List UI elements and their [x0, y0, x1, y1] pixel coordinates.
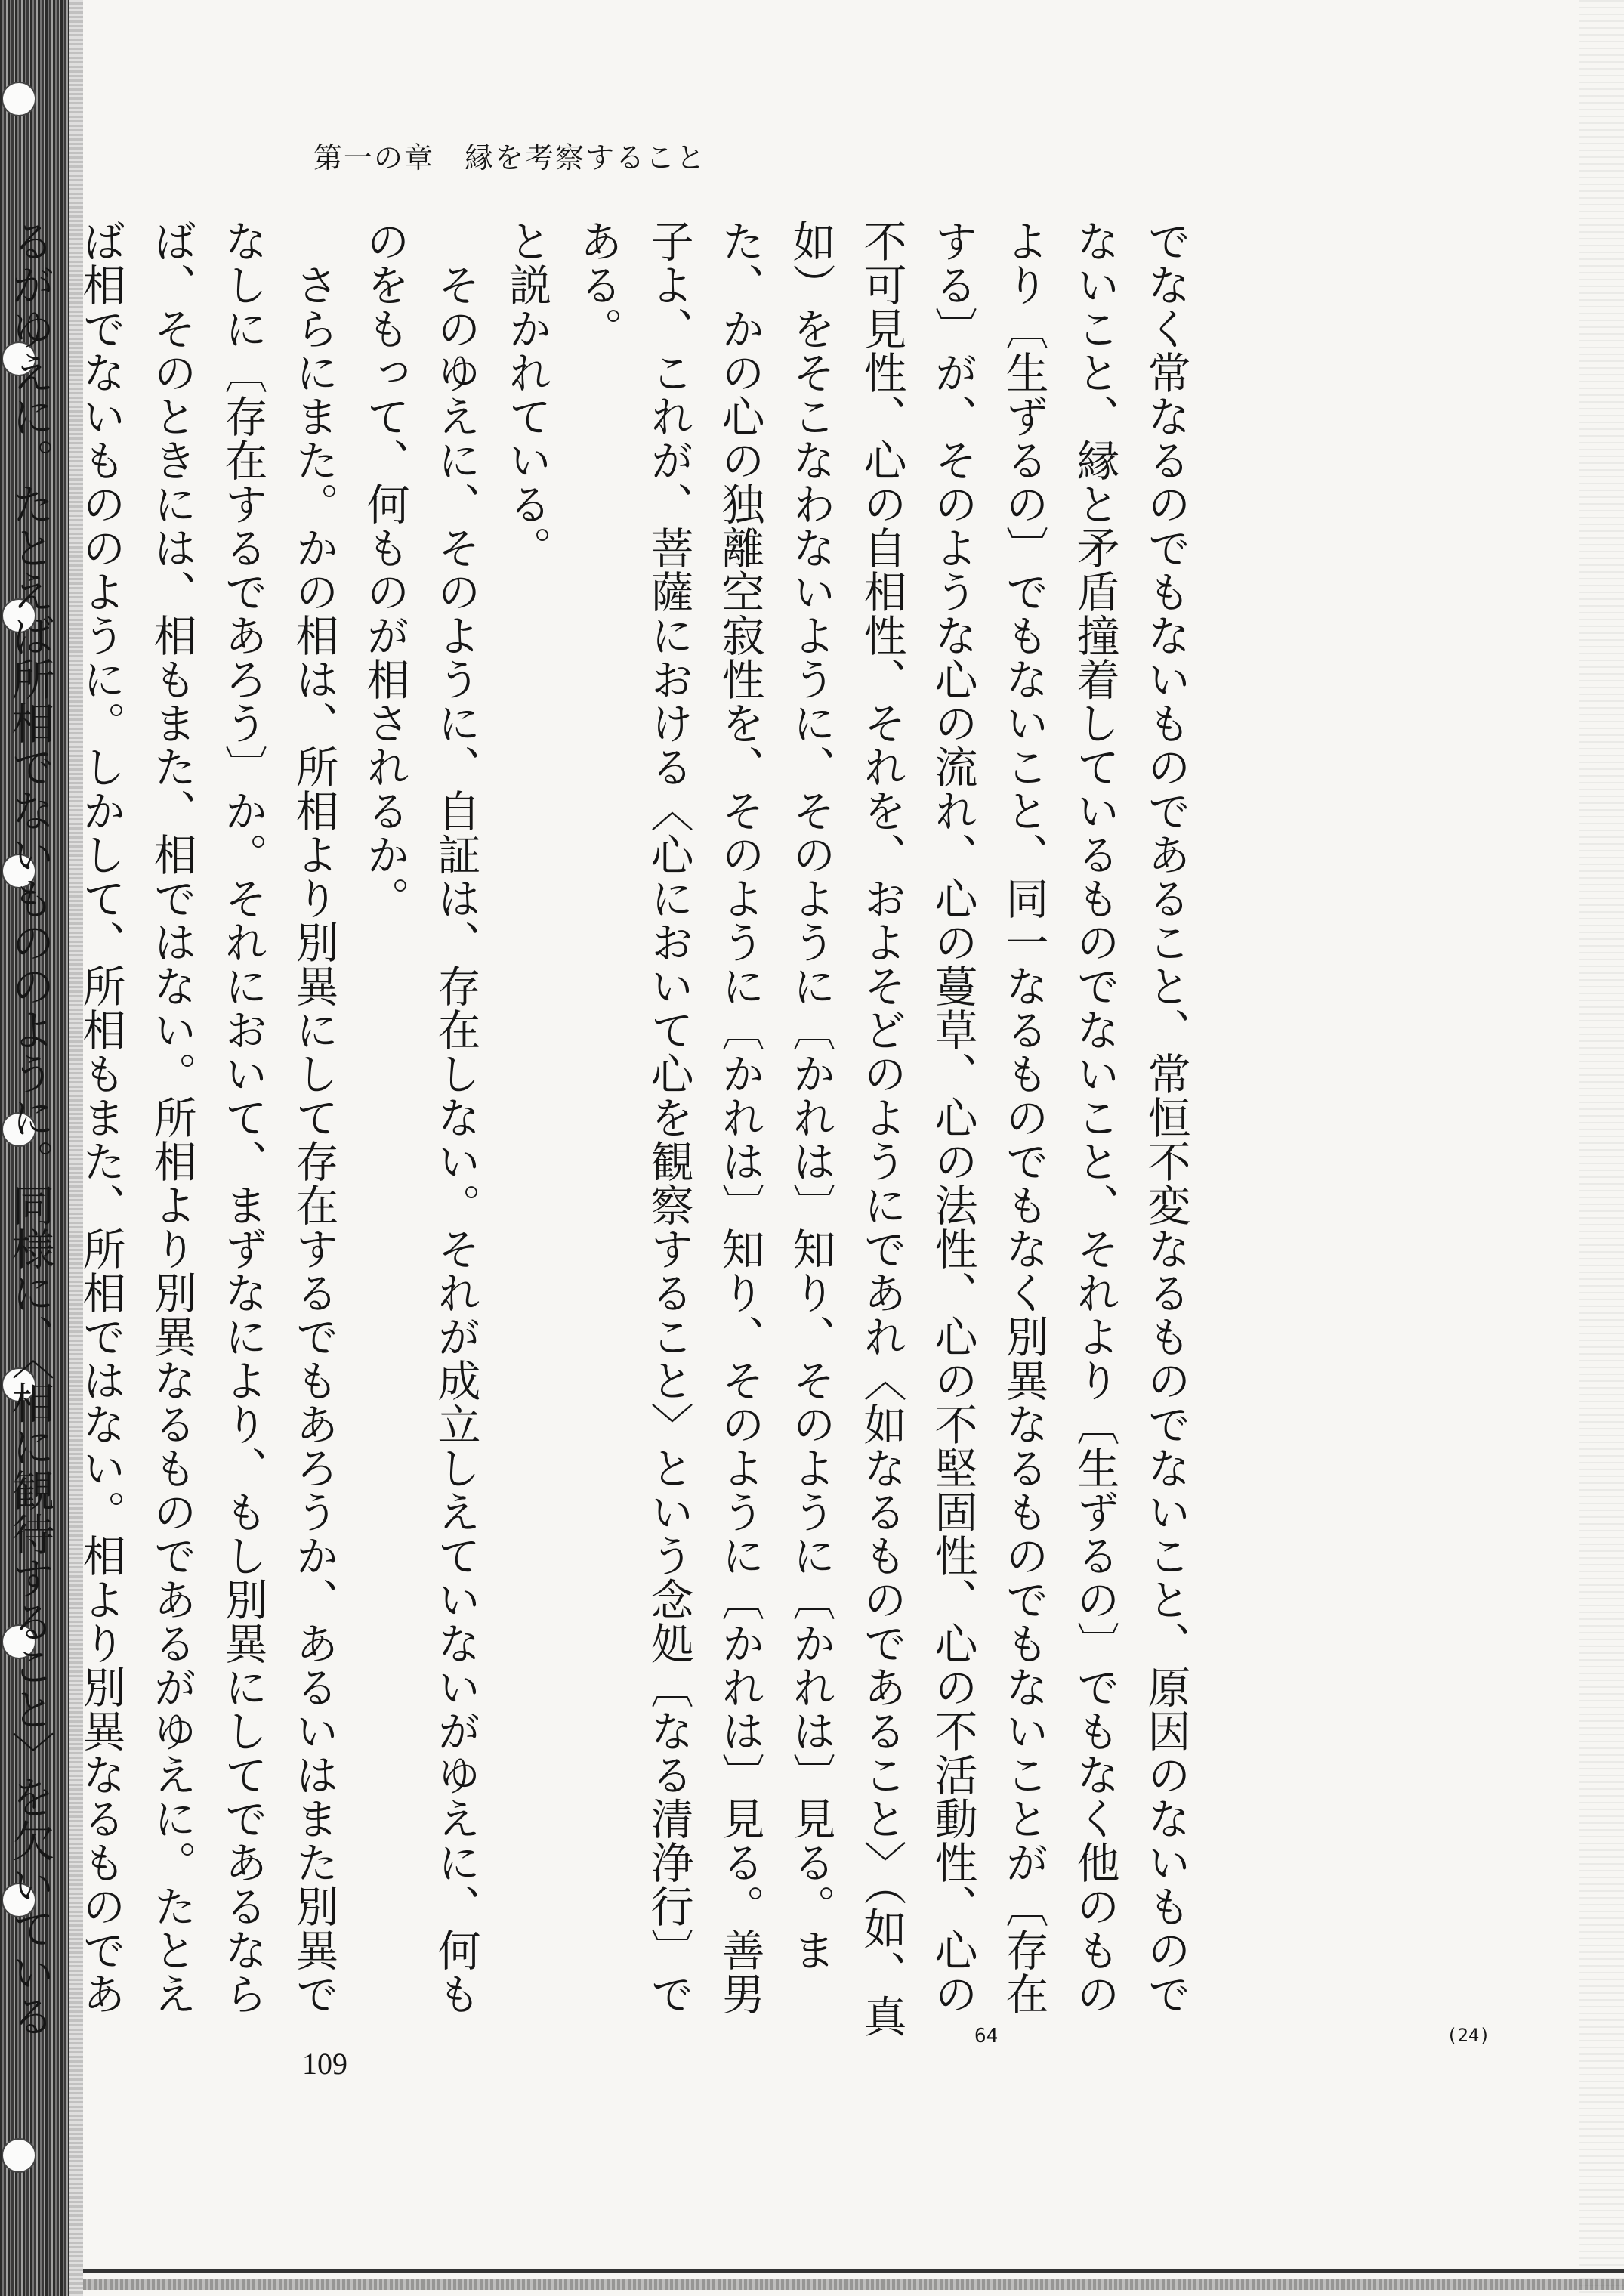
- body-text: [5, 219, 1201, 2047]
- page-bottom-shadow: [83, 2279, 1624, 2290]
- punch-hole: [2, 82, 36, 116]
- scan-noise: [1579, 0, 1624, 2296]
- page-bottom-edge: [83, 2269, 1624, 2273]
- paragraph: と説かれている。: [502, 219, 551, 570]
- punch-hole: [2, 2138, 36, 2173]
- page-number: 109: [302, 2047, 347, 2081]
- marginal-number: 64: [974, 2025, 999, 2047]
- running-head: 第一の章 縁を考察すること: [313, 141, 707, 175]
- paragraph: でなく常なるのでもないものであること、常恒不変なるものでないこと、原因のないものでないこと、縁と矛盾撞着しているものでないこと、それより〔生ずるの〕でもなく他のものより〔生ずるの〕でもないこと、同一なるものでもなく別異なるものでもないことが〔存在する〕が、そのような心の流れ、心の蔓草、心の法性、心の不堅固性、心の不活動性、心の不可見性、心の自相性、それを、およそどのようにであれ〈如なるものであること〉（如、真如）をそこなわないように、そのように〔かれは〕知り、そのように〔かれは〕見る。また、かの心の独離空寂性を、そのように〔かれは〕知り、そのように〔かれは〕見る。善男子よ、これが、菩薩における〈心において心を観察すること〉という念処〔なる清浄行〕である。: [573, 219, 1190, 2038]
- paragraph: そのゆえに、そのように、自証は、存在しない。それが成立しえていないがゆえに、何ものをもって、何ものが相されるか。: [360, 219, 480, 2016]
- note-number-marker: (24): [1446, 2025, 1490, 2046]
- paragraph: さらにまた。かの相は、所相より別異にして存在するでもあろうか、あるいはまた別異でなしに〔存在するであろう〕か。それにおいて、まずなにより、もし別異にしてであるならば、そのときには、相もまた、相ではない。所相より別異なるものであるがゆえに。たとえば相でないもののように。しかして、所相もまた、所相ではない。相より別異なるものであるがゆえに。たとえば所相でないもののように。同様に、〈相に観待すること〉を欠いている: [5, 219, 338, 2038]
